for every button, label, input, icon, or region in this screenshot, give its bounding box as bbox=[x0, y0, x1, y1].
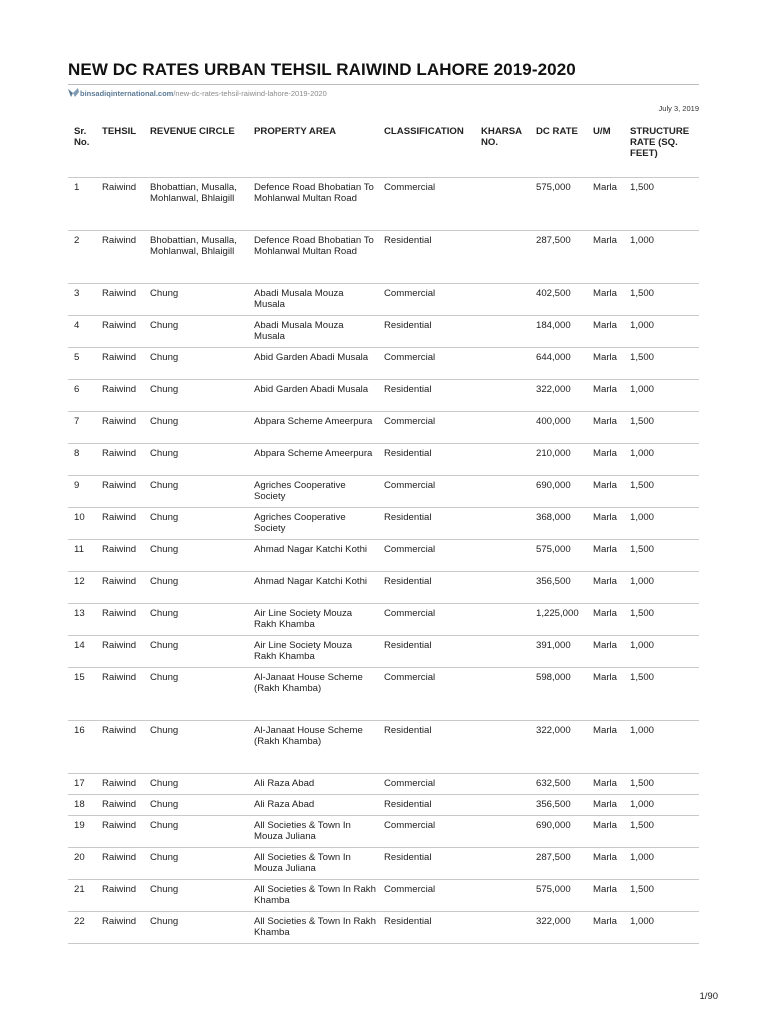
cell-kharsa bbox=[475, 816, 530, 848]
cell-property-area: Ahmad Nagar Katchi Kothi bbox=[248, 540, 378, 572]
cell-structure-rate: 1,000 bbox=[624, 231, 699, 284]
cell-structure-rate: 1,500 bbox=[624, 816, 699, 848]
cell-tehsil: Raiwind bbox=[96, 231, 144, 284]
cell-um: Marla bbox=[587, 508, 624, 540]
cell-tehsil: Raiwind bbox=[96, 880, 144, 912]
cell-classification: Residential bbox=[378, 316, 475, 348]
cell-revenue-circle: Chung bbox=[144, 636, 248, 668]
title-divider bbox=[68, 84, 699, 85]
source-path: /new-dc-rates-tehsil-raiwind-lahore-2019-2020 bbox=[173, 88, 327, 98]
cell-dc-rate: 391,000 bbox=[530, 636, 587, 668]
cell-kharsa bbox=[475, 540, 530, 572]
cell-sr: 12 bbox=[68, 572, 96, 604]
cell-tehsil: Raiwind bbox=[96, 816, 144, 848]
cell-um: Marla bbox=[587, 348, 624, 380]
cell-um: Marla bbox=[587, 572, 624, 604]
cell-property-area: Defence Road Bhobatian To Mohlanwal Multan Road bbox=[248, 178, 378, 231]
cell-kharsa bbox=[475, 508, 530, 540]
cell-property-area: Al-Janaat House Scheme (Rakh Khamba) bbox=[248, 721, 378, 774]
cell-revenue-circle: Chung bbox=[144, 444, 248, 476]
cell-revenue-circle: Chung bbox=[144, 540, 248, 572]
cell-structure-rate: 1,000 bbox=[624, 795, 699, 816]
cell-property-area: Abid Garden Abadi Musala bbox=[248, 380, 378, 412]
table-row bbox=[68, 912, 699, 944]
cell-revenue-circle: Chung bbox=[144, 774, 248, 795]
table-row bbox=[68, 816, 699, 848]
cell-dc-rate: 690,000 bbox=[530, 816, 587, 848]
cell-tehsil: Raiwind bbox=[96, 508, 144, 540]
cell-structure-rate: 1,500 bbox=[624, 178, 699, 231]
cell-um: Marla bbox=[587, 476, 624, 508]
cell-kharsa bbox=[475, 284, 530, 316]
cell-um: Marla bbox=[587, 848, 624, 880]
cell-revenue-circle: Chung bbox=[144, 316, 248, 348]
cell-tehsil: Raiwind bbox=[96, 444, 144, 476]
cell-dc-rate: 322,000 bbox=[530, 721, 587, 774]
table-row bbox=[68, 444, 699, 476]
cell-dc-rate: 402,500 bbox=[530, 284, 587, 316]
cell-kharsa bbox=[475, 572, 530, 604]
cell-property-area: Al-Janaat House Scheme (Rakh Khamba) bbox=[248, 668, 378, 721]
cell-sr: 5 bbox=[68, 348, 96, 380]
cell-property-area: Air Line Society Mouza Rakh Khamba bbox=[248, 604, 378, 636]
cell-classification: Commercial bbox=[378, 540, 475, 572]
cell-sr: 20 bbox=[68, 848, 96, 880]
cell-revenue-circle: Bhobattian, Musalla, Mohlanwal, Bhlaigill bbox=[144, 178, 248, 231]
cell-structure-rate: 1,000 bbox=[624, 848, 699, 880]
cell-structure-rate: 1,500 bbox=[624, 668, 699, 721]
dc-rates-table bbox=[68, 124, 699, 944]
cell-dc-rate: 322,000 bbox=[530, 380, 587, 412]
cell-um: Marla bbox=[587, 444, 624, 476]
cell-sr: 18 bbox=[68, 795, 96, 816]
cell-sr: 21 bbox=[68, 880, 96, 912]
cell-tehsil: Raiwind bbox=[96, 178, 144, 231]
cell-um: Marla bbox=[587, 178, 624, 231]
cell-revenue-circle: Chung bbox=[144, 348, 248, 380]
table-header bbox=[68, 124, 699, 178]
table-row bbox=[68, 348, 699, 380]
cell-tehsil: Raiwind bbox=[96, 316, 144, 348]
cell-dc-rate: 400,000 bbox=[530, 412, 587, 444]
table-row bbox=[68, 880, 699, 912]
table-row bbox=[68, 412, 699, 444]
cell-property-area: Abadi Musala Mouza Musala bbox=[248, 284, 378, 316]
col-header-classification: CLASSIFICATION bbox=[378, 124, 475, 178]
cell-um: Marla bbox=[587, 668, 624, 721]
cell-property-area: Agriches Cooperative Society bbox=[248, 476, 378, 508]
cell-um: Marla bbox=[587, 912, 624, 944]
col-header-um: U/M bbox=[587, 124, 624, 178]
cell-um: Marla bbox=[587, 540, 624, 572]
cell-tehsil: Raiwind bbox=[96, 476, 144, 508]
cell-structure-rate: 1,500 bbox=[624, 604, 699, 636]
cell-property-area: Abpara Scheme Ameerpura bbox=[248, 444, 378, 476]
cell-sr: 14 bbox=[68, 636, 96, 668]
cell-revenue-circle: Chung bbox=[144, 668, 248, 721]
col-header-structure-rate: STRUCTURE RATE (SQ. FEET) bbox=[624, 124, 699, 178]
cell-kharsa bbox=[475, 380, 530, 412]
cell-classification: Residential bbox=[378, 572, 475, 604]
cell-kharsa bbox=[475, 444, 530, 476]
cell-revenue-circle: Chung bbox=[144, 508, 248, 540]
cell-property-area: All Societies & Town In Rakh Khamba bbox=[248, 880, 378, 912]
cell-classification: Commercial bbox=[378, 178, 475, 231]
cell-sr: 19 bbox=[68, 816, 96, 848]
cell-structure-rate: 1,000 bbox=[624, 721, 699, 774]
cell-revenue-circle: Bhobattian, Musalla, Mohlanwal, Bhlaigill bbox=[144, 231, 248, 284]
cell-tehsil: Raiwind bbox=[96, 572, 144, 604]
cell-dc-rate: 575,000 bbox=[530, 540, 587, 572]
cell-classification: Residential bbox=[378, 721, 475, 774]
table-row bbox=[68, 231, 699, 284]
page-indicator: 1/90 bbox=[699, 991, 718, 1002]
table-row bbox=[68, 795, 699, 816]
cell-dc-rate: 632,500 bbox=[530, 774, 587, 795]
cell-sr: 10 bbox=[68, 508, 96, 540]
cell-tehsil: Raiwind bbox=[96, 284, 144, 316]
cell-classification: Residential bbox=[378, 380, 475, 412]
cell-property-area: Abid Garden Abadi Musala bbox=[248, 348, 378, 380]
table-body bbox=[68, 178, 699, 944]
cell-structure-rate: 1,000 bbox=[624, 912, 699, 944]
cell-um: Marla bbox=[587, 721, 624, 774]
cell-um: Marla bbox=[587, 636, 624, 668]
cell-tehsil: Raiwind bbox=[96, 380, 144, 412]
binsadiq-logo-icon bbox=[68, 88, 79, 98]
cell-property-area: Air Line Society Mouza Rakh Khamba bbox=[248, 636, 378, 668]
cell-property-area: All Societies & Town In Mouza Juliana bbox=[248, 816, 378, 848]
col-header-property-area: PROPERTY AREA bbox=[248, 124, 378, 178]
cell-classification: Residential bbox=[378, 231, 475, 284]
cell-revenue-circle: Chung bbox=[144, 880, 248, 912]
cell-dc-rate: 184,000 bbox=[530, 316, 587, 348]
cell-structure-rate: 1,000 bbox=[624, 636, 699, 668]
cell-tehsil: Raiwind bbox=[96, 848, 144, 880]
cell-sr: 17 bbox=[68, 774, 96, 795]
table-row bbox=[68, 572, 699, 604]
cell-sr: 1 bbox=[68, 178, 96, 231]
cell-structure-rate: 1,500 bbox=[624, 348, 699, 380]
cell-property-area: Ahmad Nagar Katchi Kothi bbox=[248, 572, 378, 604]
cell-tehsil: Raiwind bbox=[96, 412, 144, 444]
cell-classification: Commercial bbox=[378, 604, 475, 636]
cell-classification: Residential bbox=[378, 795, 475, 816]
cell-dc-rate: 644,000 bbox=[530, 348, 587, 380]
source-url[interactable] bbox=[68, 88, 327, 98]
cell-tehsil: Raiwind bbox=[96, 348, 144, 380]
cell-revenue-circle: Chung bbox=[144, 412, 248, 444]
cell-classification: Commercial bbox=[378, 880, 475, 912]
cell-classification: Commercial bbox=[378, 774, 475, 795]
cell-kharsa bbox=[475, 774, 530, 795]
col-header-revenue-circle: REVENUE CIRCLE bbox=[144, 124, 248, 178]
cell-structure-rate: 1,500 bbox=[624, 284, 699, 316]
cell-dc-rate: 598,000 bbox=[530, 668, 587, 721]
table-row bbox=[68, 476, 699, 508]
cell-structure-rate: 1,500 bbox=[624, 412, 699, 444]
cell-classification: Commercial bbox=[378, 412, 475, 444]
table-row bbox=[68, 668, 699, 721]
cell-revenue-circle: Chung bbox=[144, 816, 248, 848]
cell-classification: Commercial bbox=[378, 476, 475, 508]
cell-kharsa bbox=[475, 668, 530, 721]
cell-dc-rate: 690,000 bbox=[530, 476, 587, 508]
cell-sr: 22 bbox=[68, 912, 96, 944]
cell-revenue-circle: Chung bbox=[144, 476, 248, 508]
cell-dc-rate: 356,500 bbox=[530, 795, 587, 816]
cell-kharsa bbox=[475, 636, 530, 668]
cell-classification: Residential bbox=[378, 912, 475, 944]
cell-sr: 3 bbox=[68, 284, 96, 316]
cell-dc-rate: 575,000 bbox=[530, 880, 587, 912]
cell-property-area: All Societies & Town In Rakh Khamba bbox=[248, 912, 378, 944]
cell-classification: Commercial bbox=[378, 816, 475, 848]
cell-um: Marla bbox=[587, 795, 624, 816]
col-header-kharsa-no: KHARSA NO. bbox=[475, 124, 530, 178]
source-domain: binsadiqinternational.com bbox=[80, 88, 174, 98]
table-row bbox=[68, 540, 699, 572]
cell-classification: Residential bbox=[378, 848, 475, 880]
cell-revenue-circle: Chung bbox=[144, 284, 248, 316]
cell-structure-rate: 1,000 bbox=[624, 316, 699, 348]
cell-revenue-circle: Chung bbox=[144, 795, 248, 816]
cell-kharsa bbox=[475, 412, 530, 444]
cell-kharsa bbox=[475, 604, 530, 636]
header-row bbox=[68, 124, 699, 178]
cell-property-area: Ali Raza Abad bbox=[248, 795, 378, 816]
cell-sr: 11 bbox=[68, 540, 96, 572]
table-row bbox=[68, 636, 699, 668]
cell-kharsa bbox=[475, 880, 530, 912]
cell-um: Marla bbox=[587, 880, 624, 912]
cell-tehsil: Raiwind bbox=[96, 721, 144, 774]
cell-property-area: Abadi Musala Mouza Musala bbox=[248, 316, 378, 348]
cell-um: Marla bbox=[587, 604, 624, 636]
cell-tehsil: Raiwind bbox=[96, 668, 144, 721]
cell-classification: Commercial bbox=[378, 284, 475, 316]
cell-kharsa bbox=[475, 476, 530, 508]
cell-dc-rate: 287,500 bbox=[530, 848, 587, 880]
cell-sr: 2 bbox=[68, 231, 96, 284]
table-row bbox=[68, 774, 699, 795]
cell-kharsa bbox=[475, 231, 530, 284]
cell-kharsa bbox=[475, 721, 530, 774]
cell-sr: 6 bbox=[68, 380, 96, 412]
table-row bbox=[68, 604, 699, 636]
cell-sr: 15 bbox=[68, 668, 96, 721]
table-row bbox=[68, 284, 699, 316]
cell-dc-rate: 575,000 bbox=[530, 178, 587, 231]
cell-structure-rate: 1,500 bbox=[624, 540, 699, 572]
cell-classification: Residential bbox=[378, 444, 475, 476]
cell-dc-rate: 368,000 bbox=[530, 508, 587, 540]
cell-um: Marla bbox=[587, 231, 624, 284]
cell-tehsil: Raiwind bbox=[96, 604, 144, 636]
cell-sr: 7 bbox=[68, 412, 96, 444]
cell-property-area: Ali Raza Abad bbox=[248, 774, 378, 795]
cell-revenue-circle: Chung bbox=[144, 380, 248, 412]
cell-um: Marla bbox=[587, 774, 624, 795]
cell-sr: 4 bbox=[68, 316, 96, 348]
cell-dc-rate: 356,500 bbox=[530, 572, 587, 604]
table-row bbox=[68, 178, 699, 231]
cell-um: Marla bbox=[587, 316, 624, 348]
cell-classification: Commercial bbox=[378, 348, 475, 380]
col-header-sr-no: Sr. No. bbox=[68, 124, 96, 178]
cell-um: Marla bbox=[587, 284, 624, 316]
cell-property-area: Agriches Cooperative Society bbox=[248, 508, 378, 540]
cell-sr: 8 bbox=[68, 444, 96, 476]
col-header-dc-rate: DC RATE bbox=[530, 124, 587, 178]
cell-revenue-circle: Chung bbox=[144, 912, 248, 944]
cell-structure-rate: 1,000 bbox=[624, 444, 699, 476]
cell-structure-rate: 1,000 bbox=[624, 380, 699, 412]
cell-classification: Residential bbox=[378, 508, 475, 540]
table-row bbox=[68, 380, 699, 412]
cell-sr: 13 bbox=[68, 604, 96, 636]
publish-date: July 3, 2019 bbox=[658, 104, 699, 113]
cell-classification: Residential bbox=[378, 636, 475, 668]
cell-kharsa bbox=[475, 795, 530, 816]
cell-sr: 9 bbox=[68, 476, 96, 508]
cell-revenue-circle: Chung bbox=[144, 848, 248, 880]
cell-tehsil: Raiwind bbox=[96, 636, 144, 668]
cell-kharsa bbox=[475, 848, 530, 880]
cell-revenue-circle: Chung bbox=[144, 721, 248, 774]
cell-um: Marla bbox=[587, 816, 624, 848]
cell-revenue-circle: Chung bbox=[144, 572, 248, 604]
cell-structure-rate: 1,500 bbox=[624, 774, 699, 795]
cell-dc-rate: 1,225,000 bbox=[530, 604, 587, 636]
cell-tehsil: Raiwind bbox=[96, 774, 144, 795]
cell-kharsa bbox=[475, 178, 530, 231]
cell-property-area: Abpara Scheme Ameerpura bbox=[248, 412, 378, 444]
cell-dc-rate: 322,000 bbox=[530, 912, 587, 944]
cell-sr: 16 bbox=[68, 721, 96, 774]
col-header-tehsil: TEHSIL bbox=[96, 124, 144, 178]
cell-kharsa bbox=[475, 316, 530, 348]
page-title: NEW DC RATES URBAN TEHSIL RAIWIND LAHORE 2019-2020 bbox=[68, 60, 576, 79]
cell-structure-rate: 1,000 bbox=[624, 572, 699, 604]
cell-structure-rate: 1,500 bbox=[624, 880, 699, 912]
cell-um: Marla bbox=[587, 412, 624, 444]
cell-tehsil: Raiwind bbox=[96, 540, 144, 572]
table-row bbox=[68, 508, 699, 540]
cell-structure-rate: 1,000 bbox=[624, 508, 699, 540]
cell-property-area: All Societies & Town In Mouza Juliana bbox=[248, 848, 378, 880]
cell-tehsil: Raiwind bbox=[96, 795, 144, 816]
cell-kharsa bbox=[475, 348, 530, 380]
table-row bbox=[68, 316, 699, 348]
table-row bbox=[68, 721, 699, 774]
cell-classification: Commercial bbox=[378, 668, 475, 721]
cell-dc-rate: 287,500 bbox=[530, 231, 587, 284]
cell-um: Marla bbox=[587, 380, 624, 412]
cell-structure-rate: 1,500 bbox=[624, 476, 699, 508]
cell-tehsil: Raiwind bbox=[96, 912, 144, 944]
cell-property-area: Defence Road Bhobatian To Mohlanwal Multan Road bbox=[248, 231, 378, 284]
table-row bbox=[68, 848, 699, 880]
cell-dc-rate: 210,000 bbox=[530, 444, 587, 476]
cell-kharsa bbox=[475, 912, 530, 944]
cell-revenue-circle: Chung bbox=[144, 604, 248, 636]
